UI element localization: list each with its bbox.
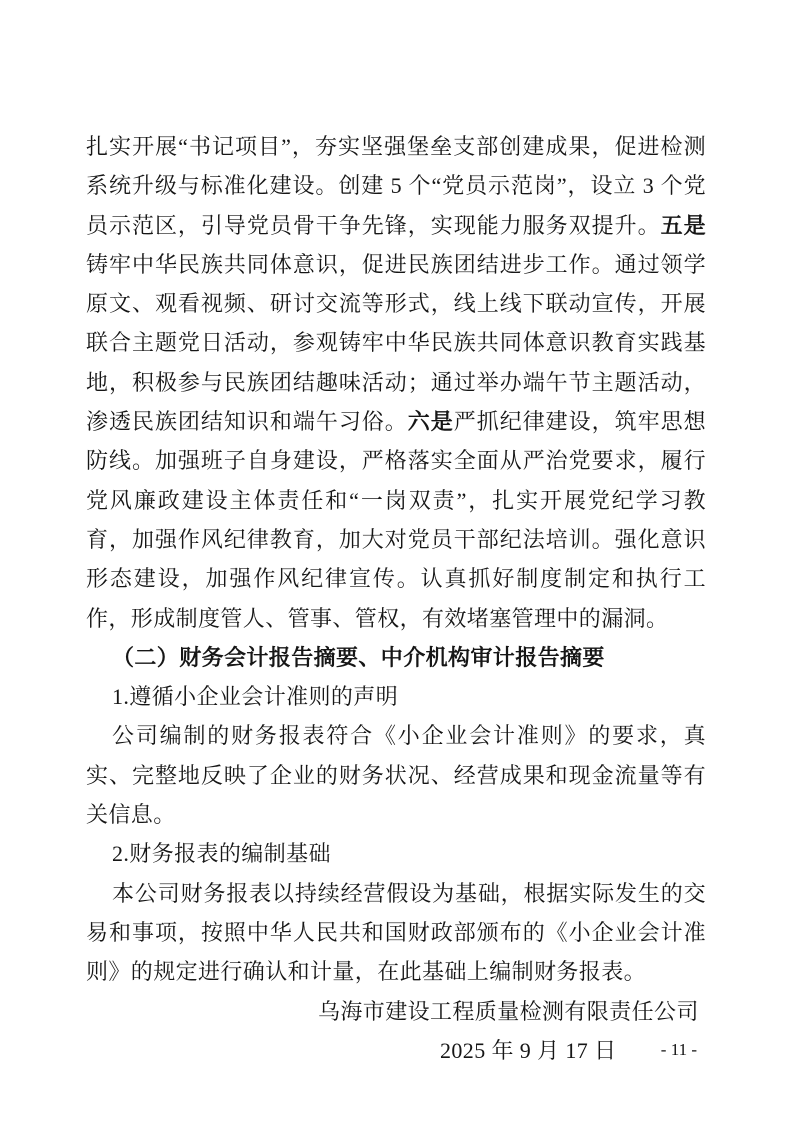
- financial-report-section-heading: （二）财务会计报告摘要、中介机构审计报告摘要: [112, 644, 605, 670]
- party-paragraph-segment-2: 铸牢中华民族共同体意识，促进民族团结进步工作。通过领学原文、观看视频、研讨交流等形式，线上线下联动宣传，开展联合主题党日活动，参观铸牢中华民族共同体意识教育实践基地，积极参与民族团结趣味活动；通过举办端午节主题活动，渗透民族团结知识和端午习俗。: [86, 251, 706, 435]
- item2-preparation-basis-title: 2.财务报表的编制基础: [112, 841, 331, 867]
- signature-block: [86, 992, 706, 1070]
- party-paragraph-bold-fifth-point: 五是: [660, 212, 706, 238]
- party-building-paragraph: [86, 127, 706, 638]
- signature-date: 2025 年 9 月 17 日: [440, 1037, 617, 1063]
- party-paragraph-bold-sixth-point: 六是: [407, 409, 454, 435]
- party-paragraph-segment-1: 扎实开展“书记项目”，夯实坚强堡垒支部创建成果，促进检测系统升级与标准化建设。创建 5 个“党员示范岗”，设立 3 个党员示范区，引导党员骨干争先锋，实现能力服务双提升。: [86, 134, 706, 238]
- item1-accounting-standards-body: 公司编制的财务报表符合《小企业会计准则》的要求，真实、完整地反映了企业的财务状况、经营成果和现金流量等有关信息。: [86, 723, 706, 828]
- item1-accounting-standards-title: 1.遵循小企业会计准则的声明: [112, 684, 399, 710]
- party-paragraph-segment-3: 严抓纪律建设，筑牢思想防线。加强班子自身建设，严格落实全面从严治党要求，履行党风廉政建设主体责任和“一岗双责”，扎实开展党纪学习教育，加强作风纪律教育，加大对党员干部纪法培训。强化意识形态建设，加强作风纪律宣传。认真抓好制度制定和执行工作，形成制度管人、管事、管权，有效堵塞管理中的漏洞。: [86, 409, 706, 631]
- page-number: - 11 -: [660, 1040, 697, 1059]
- signature-company-name: 乌海市建设工程质量检测有限责任公司: [318, 998, 699, 1024]
- document-text-block: [86, 127, 706, 1070]
- item2-preparation-basis-body: 本公司财务报表以持续经营假设为基础，根据实际发生的交易和事项，按照中华人民共和国财政部颁布的《小企业会计准则》的规定进行确认和计量，在此基础上编制财务报表。: [86, 880, 706, 985]
